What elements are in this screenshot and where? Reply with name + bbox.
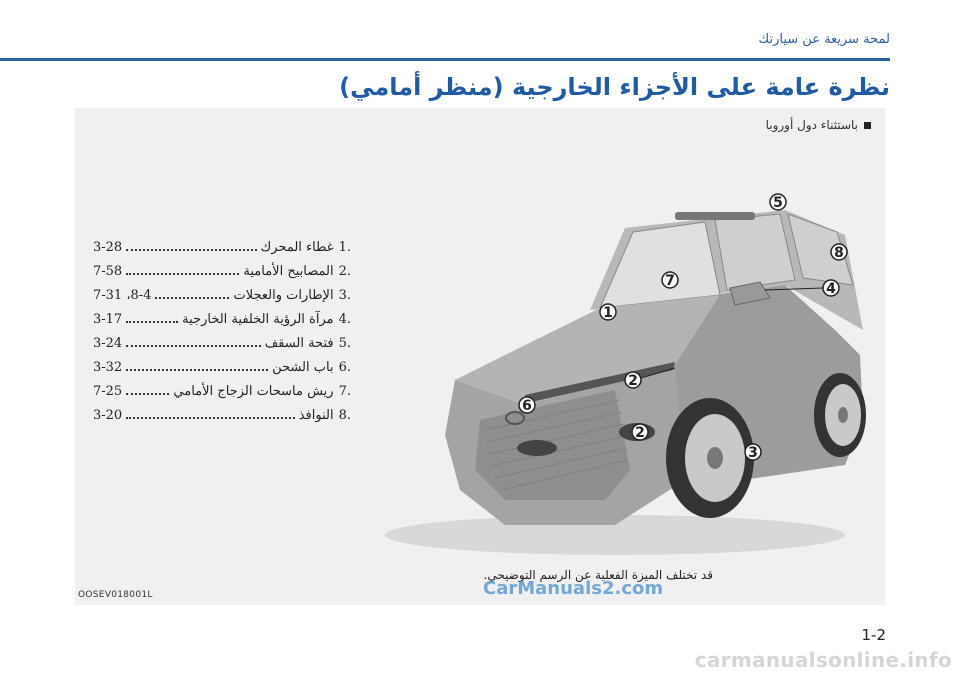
leader-dots	[126, 243, 256, 251]
legend-item[interactable]	[93, 355, 351, 379]
legend-part-name: باب الشحن	[272, 359, 334, 375]
legend-part-name: مرآة الرؤية الخلفية الخارجية	[182, 311, 334, 327]
legend-number: 4.	[338, 311, 351, 327]
legend-page-ref[interactable]: 3-28	[93, 239, 123, 255]
legend-number: 5.	[338, 335, 351, 351]
callout-1	[600, 304, 616, 321]
leader-dots	[126, 387, 169, 395]
callout-3	[745, 444, 761, 461]
svg-text:1: 1	[603, 305, 613, 321]
legend-item[interactable]	[93, 307, 351, 331]
site-watermark: carmanualsonline.info	[694, 648, 952, 672]
leader-dots	[126, 363, 268, 371]
svg-text:7: 7	[665, 273, 675, 289]
car-drawing	[375, 190, 875, 570]
illustration-panel	[75, 108, 885, 605]
legend-number: 6.	[338, 359, 351, 375]
region-note	[766, 118, 871, 132]
legend-part-name: المصابيح الأمامية	[243, 263, 334, 279]
legend-number: 3.	[338, 287, 351, 303]
callout-6	[519, 397, 535, 414]
legend-number: 7.	[338, 383, 351, 399]
legend-part-name: فتحة السقف	[264, 335, 334, 351]
square-bullet-icon	[864, 122, 871, 129]
rear-wheel	[814, 373, 866, 457]
svg-text:2: 2	[635, 425, 645, 441]
disclaimer-caption: قد تختلف الميزة الفعلية عن الرسم التوضيحي.	[483, 568, 713, 582]
legend-item[interactable]	[93, 379, 351, 403]
svg-text:6: 6	[522, 398, 532, 414]
leader-dots	[126, 267, 239, 275]
legend-page-ref[interactable]: 3-17	[93, 311, 123, 327]
leader-dots	[126, 315, 178, 323]
leader-dots	[155, 291, 229, 299]
front-wheel	[666, 398, 754, 518]
lower-headlamp-left	[517, 440, 557, 456]
page-title: نظرة عامة على الأجزاء الخارجية (منظر أمامي)	[339, 73, 890, 101]
svg-text:4: 4	[826, 281, 836, 297]
callout-7	[662, 272, 678, 289]
legend-page-ref[interactable]: 3-32	[93, 359, 123, 375]
watermark-text: CarManuals2.com	[483, 578, 664, 599]
region-note-text: باستثناء دول أوروبا	[765, 118, 858, 132]
legend-page-ref[interactable]: 3-20	[93, 407, 123, 423]
legend-item[interactable]	[93, 283, 351, 307]
car-illustration	[375, 190, 875, 570]
svg-text:3: 3	[748, 445, 758, 461]
legend-part-name: ريش ماسحات الزجاج الأمامي	[173, 383, 334, 399]
callout-5	[770, 194, 786, 211]
legend-part-name: النوافذ	[298, 407, 334, 423]
legend-number: 1.	[338, 239, 351, 255]
sunroof	[675, 212, 755, 220]
image-code: OOSEV018001L	[78, 590, 153, 600]
legend-number: 8.	[338, 407, 351, 423]
legend-item[interactable]	[93, 331, 351, 355]
parts-legend	[93, 235, 351, 427]
page-number: 1-2	[861, 626, 886, 644]
svg-text:5: 5	[773, 195, 783, 211]
svg-text:8: 8	[834, 245, 844, 261]
section-label: لمحة سريعة عن سيارتك	[758, 32, 890, 47]
callout-2-lower	[632, 424, 648, 441]
legend-page-ref[interactable]: 7-31 ،8-4	[93, 287, 152, 303]
legend-item[interactable]	[93, 403, 351, 427]
legend-item[interactable]	[93, 259, 351, 283]
legend-part-name: غطاء المحرك	[260, 239, 334, 255]
front-side-window	[715, 214, 795, 290]
legend-page-ref[interactable]: 3-24	[93, 335, 123, 351]
header-divider	[0, 58, 890, 61]
leader-dots	[126, 411, 295, 419]
legend-page-ref[interactable]: 7-25	[93, 383, 123, 399]
legend-part-name: الإطارات والعجلات	[233, 287, 334, 303]
legend-page-ref[interactable]: 7-58	[93, 263, 123, 279]
svg-text:2: 2	[628, 373, 638, 389]
leader-dots	[126, 339, 261, 347]
legend-item[interactable]	[93, 235, 351, 259]
callout-8	[831, 244, 847, 261]
legend-number: 2.	[338, 263, 351, 279]
